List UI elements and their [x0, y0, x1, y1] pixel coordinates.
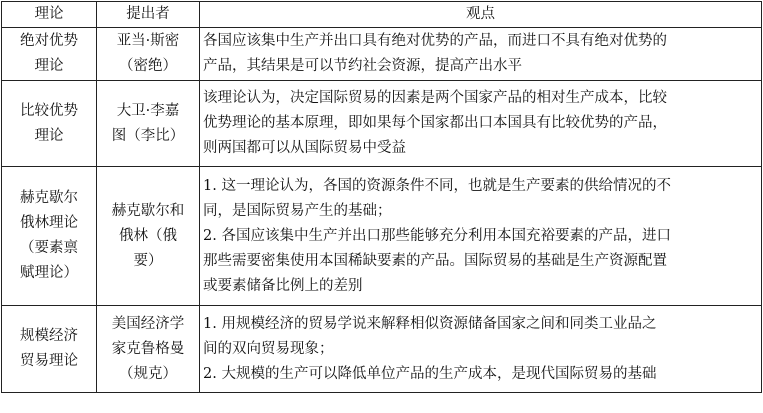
- viewpoint-cell: [200, 81, 762, 167]
- proposer-text-line: 家克鲁格曼: [111, 340, 185, 357]
- theory-text-line: 俄林理论: [20, 215, 78, 231]
- proposer-text-line: 大卫·李嘉: [116, 102, 180, 119]
- viewpoint-text-line: 或要素储备比例上的差别: [203, 277, 363, 294]
- viewpoint-text-line: 则两国都可以从国际贸易中受益: [203, 140, 406, 156]
- viewpoint-text-line: 2. 大规模的生产可以降低单位产品的生产成本，是现代国际贸易的基础: [203, 365, 657, 382]
- header-theory: 理论: [2, 2, 97, 28]
- viewpoint-text-line: 优势理论的基本原理，即如果每个国家都出口本国具有比较优势的产品，: [203, 115, 667, 131]
- table-row: [2, 167, 762, 306]
- viewpoint-cell: [200, 167, 762, 306]
- theory-text-line: 赋理论）: [20, 265, 78, 281]
- proposer-text-line: 要）: [133, 252, 163, 269]
- theory-cell: [2, 28, 97, 81]
- header-row: [2, 2, 762, 28]
- table-row: [2, 306, 762, 393]
- theory-cell: [2, 306, 97, 393]
- table-row: [2, 28, 762, 81]
- proposer-text-line: 图（李比）: [111, 127, 185, 144]
- proposer-cell: [97, 28, 200, 81]
- proposer-text-line: 赫克歇尔和: [111, 202, 185, 219]
- viewpoint-text-line: 各国应该集中生产并出口具有绝对优势的产品，而进口不具有绝对优势的: [203, 33, 667, 49]
- theory-cell: [2, 167, 97, 306]
- theory-text-line: 规模经济: [20, 328, 78, 344]
- proposer-text-line: 亚当·斯密: [116, 33, 180, 49]
- proposer-text-line: （规克）: [119, 365, 177, 382]
- theory-text-line: （要素禀: [20, 240, 78, 256]
- theory-table: [1, 1, 762, 393]
- proposer-cell: [97, 167, 200, 306]
- viewpoint-text-line: 该理论认为，决定国际贸易的因素是两个国家产品的相对生产成本，比较: [203, 90, 667, 106]
- proposer-text-line: （密绝）: [119, 58, 177, 74]
- proposer-cell: [97, 306, 200, 393]
- proposer-text-line: 俄林（俄: [119, 227, 177, 244]
- theory-text-line: 赫克歇尔: [20, 190, 78, 206]
- header-viewpoint: 观点: [200, 2, 762, 28]
- theory-text-line: 贸易理论: [20, 353, 78, 369]
- theory-text-line: 理论: [34, 58, 64, 74]
- proposer-text-line: 美国经济学: [111, 315, 185, 332]
- viewpoint-text-line: 那些需要密集使用本国稀缺要素的产品。国际贸易的基础是生产资源配置: [203, 252, 667, 269]
- viewpoint-text-line: 间的双向贸易现象；: [203, 340, 334, 357]
- theory-cell: [2, 81, 97, 167]
- viewpoint-text-line: 产品，其结果是可以节约社会资源，提高产出水平: [203, 58, 522, 74]
- viewpoint-text-line: 同，是国际贸易产生的基础；: [203, 202, 392, 219]
- header-proposer: 提出者: [97, 2, 200, 28]
- viewpoint-cell: [200, 28, 762, 81]
- proposer-cell: [97, 81, 200, 167]
- theory-text-line: 理论: [34, 127, 64, 144]
- table-row: [2, 81, 762, 167]
- viewpoint-text-line: 1. 用规模经济的贸易学说来解释相似资源储备国家之间和同类工业品之: [203, 315, 657, 332]
- theory-text-line: 比较优势: [20, 102, 78, 119]
- viewpoint-text-line: 1. 这一理论认为，各国的资源条件不同，也就是生产要素的供给情况的不: [203, 177, 671, 194]
- theory-text-line: 绝对优势: [20, 33, 78, 49]
- viewpoint-text-line: 2. 各国应该集中生产并出口那些能够充分利用本国充裕要素的产品，进口: [203, 227, 671, 244]
- viewpoint-cell: [200, 306, 762, 393]
